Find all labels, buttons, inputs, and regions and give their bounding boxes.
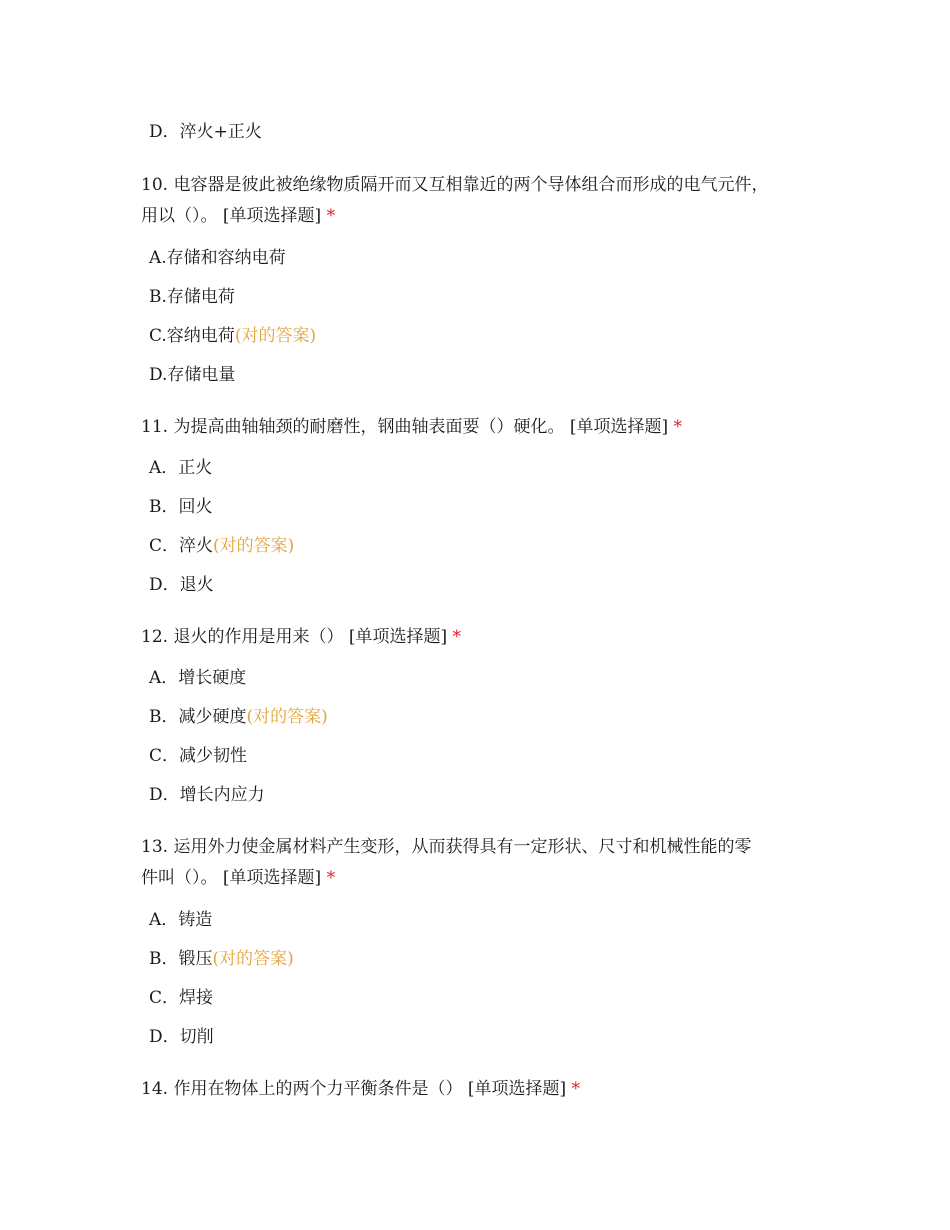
option-text: D．增长内应力 (149, 785, 265, 805)
option-item (149, 246, 286, 270)
required-marker: * (673, 417, 683, 437)
option-item (149, 456, 212, 480)
correct-answer-tag: (对的答案) (234, 326, 317, 346)
option-text: A．增长硬度 (149, 668, 247, 688)
option-item (149, 705, 328, 729)
question-text: 14. 作用在物体上的两个力平衡条件是（） [单项选择题] (141, 1079, 567, 1099)
correct-answer-tag: (对的答案) (212, 949, 294, 969)
option-text: D．切削 (149, 1027, 214, 1047)
question-text: 10. 电容器是彼此被绝缘物质隔开而又互相靠近的两个导体组合而形成的电气元件， (141, 175, 769, 195)
option-item (149, 666, 246, 690)
option-item (149, 947, 294, 971)
option-text: C．淬火 (149, 536, 214, 556)
option-item (149, 783, 265, 807)
question-10-line-1 (141, 173, 768, 197)
option-text: D.存储电量 (149, 365, 236, 385)
required-marker: * (326, 206, 336, 226)
option-item (149, 744, 247, 768)
question-text: 13. 运用外力使金属材料产生变形，从而获得具有一定形状、尺寸和机械性能的零 (141, 837, 752, 857)
option-text: C．减少韧性 (149, 746, 248, 766)
option-text: C．焊接 (149, 988, 214, 1008)
question-text: 件叫（）。 [单项选择题] (141, 868, 322, 888)
option-text: B．回火 (149, 497, 213, 517)
required-marker: * (326, 868, 336, 888)
option-item (149, 324, 316, 348)
option-text: A．铸造 (149, 910, 213, 930)
required-marker: * (571, 1079, 581, 1099)
option-text: B.存储电荷 (149, 287, 235, 307)
required-marker: * (452, 627, 462, 647)
option-text: B．减少硬度 (149, 707, 247, 727)
question-11-line-1 (141, 415, 682, 439)
question-text: 12. 退火的作用是用来（） [单项选择题] (141, 627, 448, 647)
question-13-line-2 (141, 866, 335, 890)
option-text: A.存储和容纳电荷 (149, 248, 286, 268)
option-item (149, 534, 294, 558)
question-text: 用以（）。 [单项选择题] (141, 206, 322, 226)
option-text: B．锻压 (149, 949, 213, 969)
correct-answer-tag: (对的答案) (246, 707, 328, 727)
option-text: A．正火 (149, 458, 213, 478)
question-12-line-1 (141, 625, 461, 649)
option-text: D．淬火+正火 (149, 122, 262, 142)
option-text: C.容纳电荷 (149, 326, 235, 346)
option-item (149, 120, 262, 144)
option-item (149, 573, 214, 597)
option-item (149, 495, 213, 519)
option-item (149, 908, 212, 932)
option-item (149, 363, 235, 387)
question-13-line-1 (141, 835, 751, 859)
option-item (149, 285, 235, 309)
question-text: 11. 为提高曲轴轴颈的耐磨性，钢曲轴表面要（）硬化。 [单项选择题] (141, 417, 669, 437)
option-text: D．退火 (149, 575, 214, 595)
question-14-line-1 (141, 1077, 580, 1101)
option-item (149, 986, 213, 1010)
question-10-line-2 (141, 204, 335, 228)
correct-answer-tag: (对的答案) (213, 536, 295, 556)
option-item (149, 1025, 214, 1049)
